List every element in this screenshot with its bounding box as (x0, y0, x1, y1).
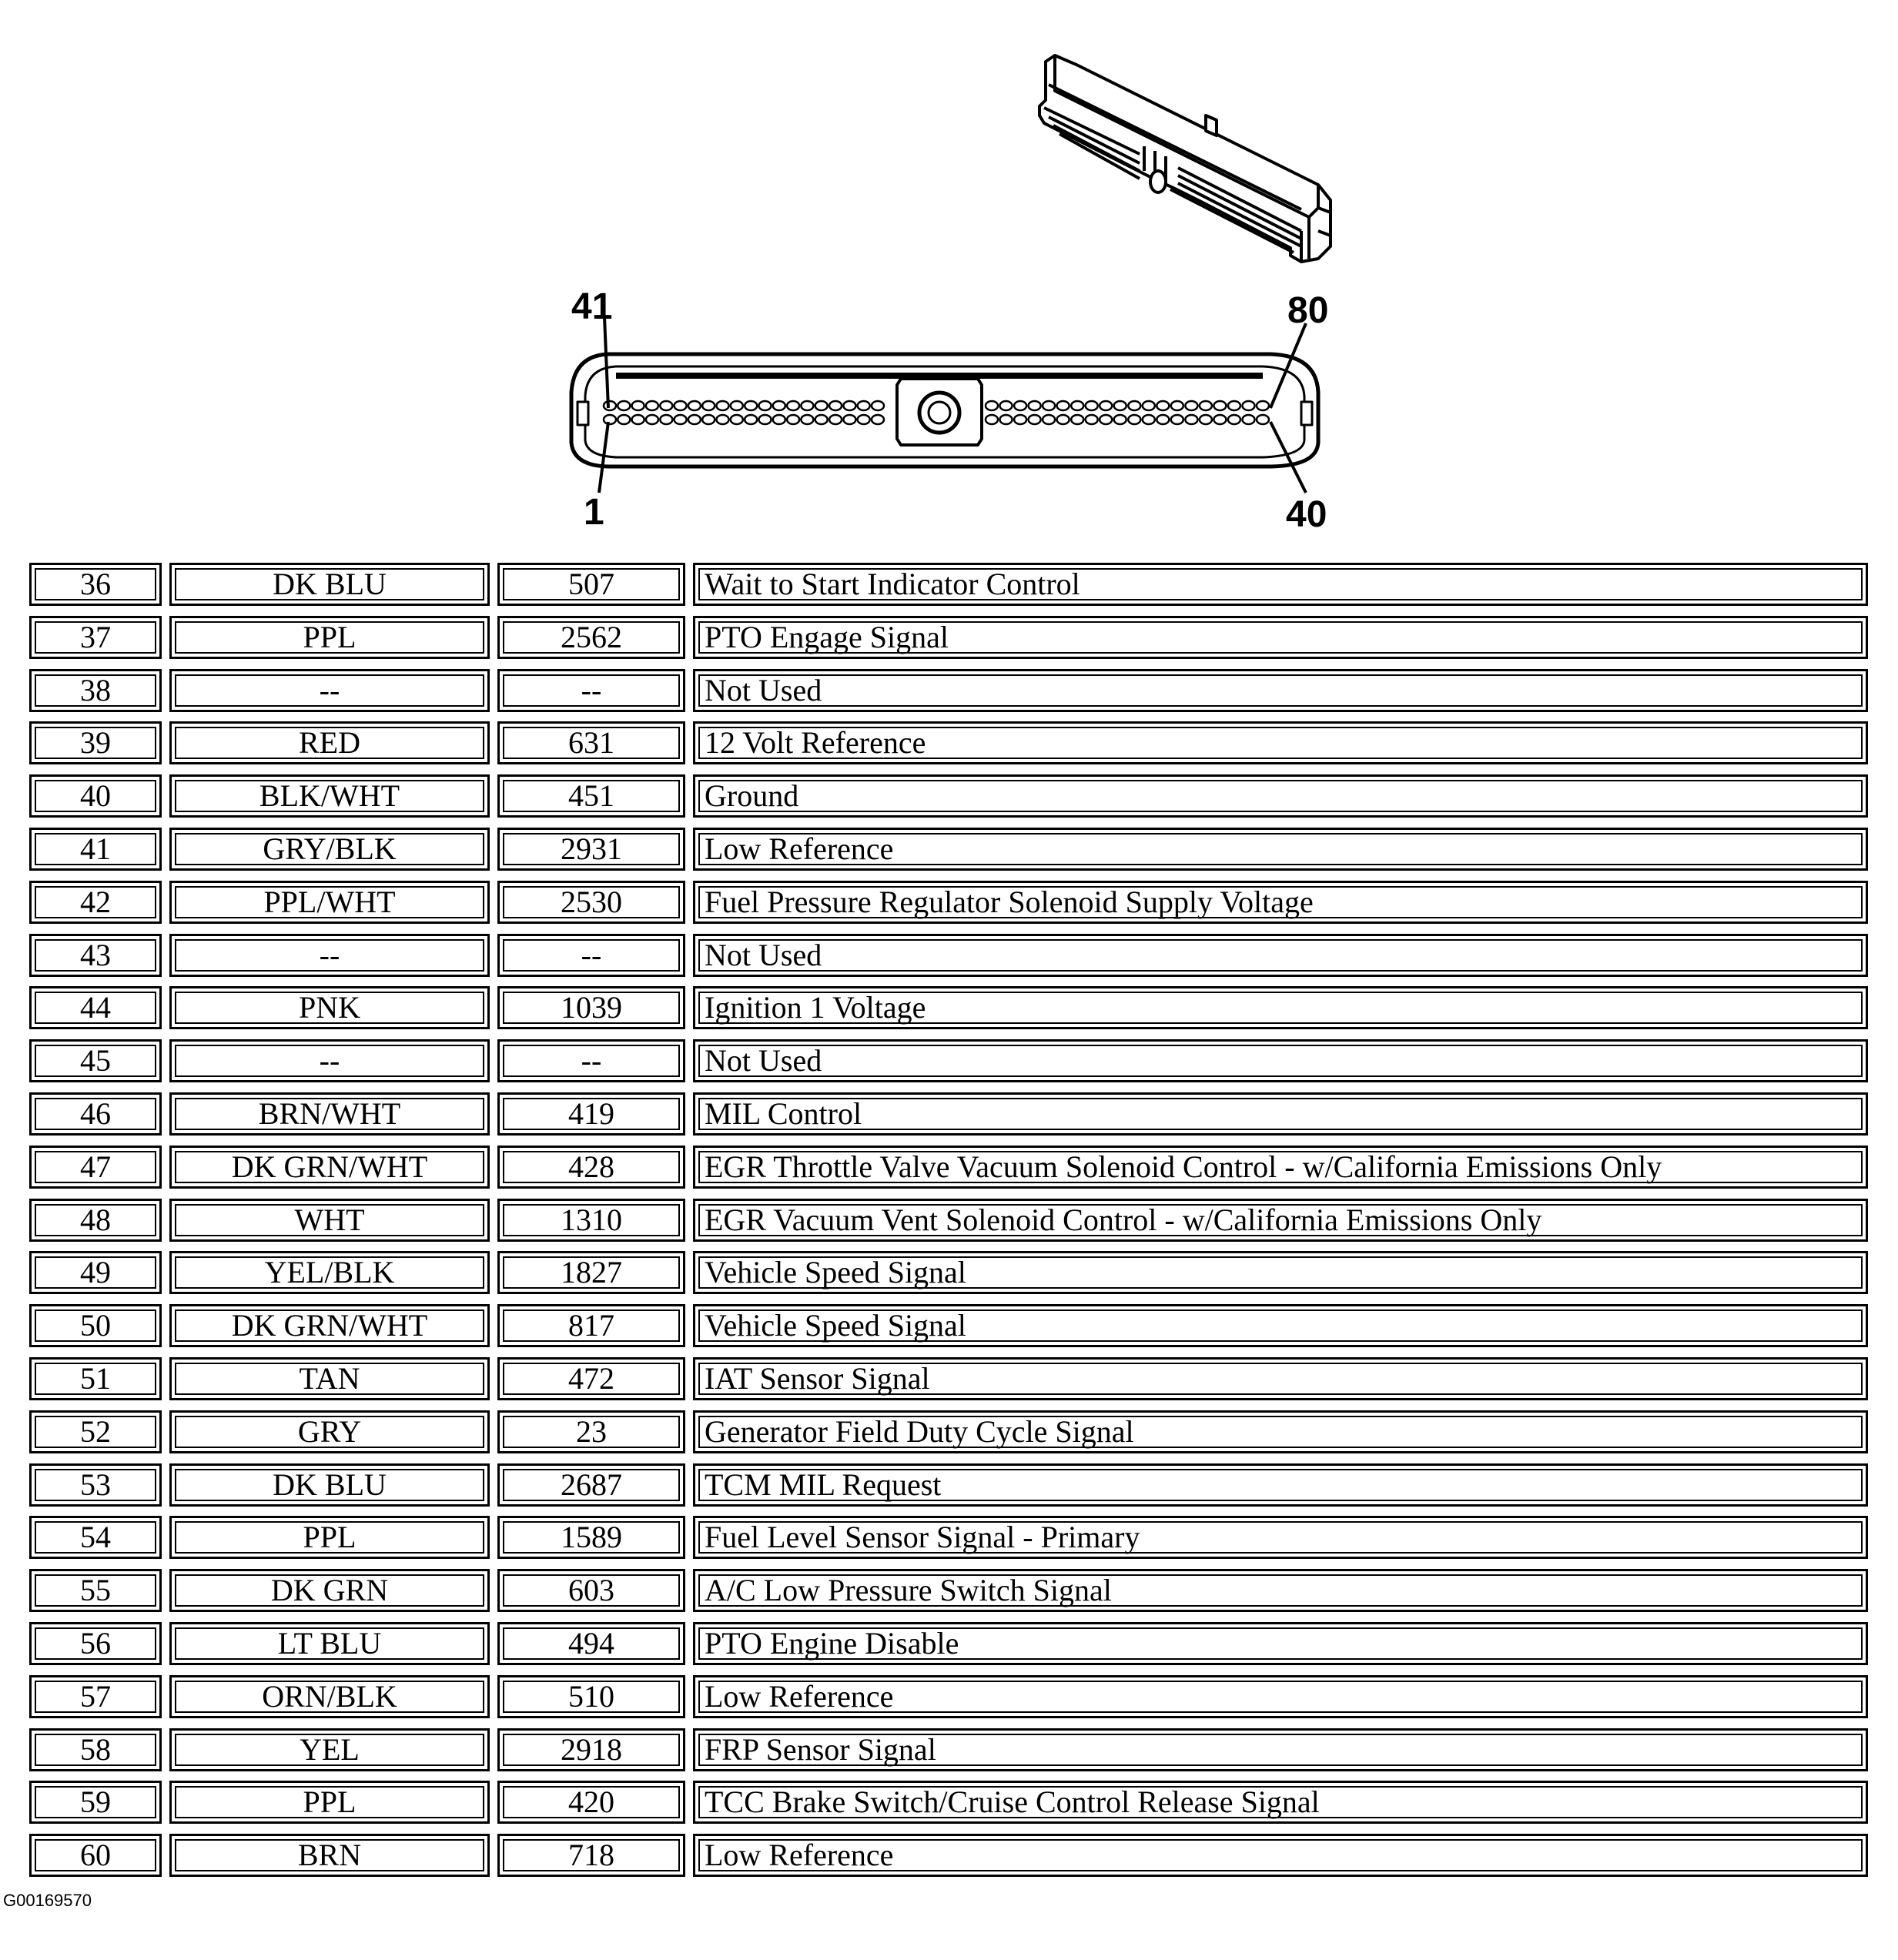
connector-pin (1228, 415, 1240, 424)
connector-pin (1043, 401, 1055, 410)
leader-line-pin-41 (604, 317, 608, 408)
circuit-cell: 1589 (497, 1516, 685, 1559)
circuit-cell: 420 (497, 1781, 685, 1824)
connector-pin (1114, 415, 1126, 424)
connector-pin (1000, 401, 1013, 410)
connector-pin (1100, 401, 1112, 410)
table-row (29, 1567, 1868, 1620)
connector-pin (675, 401, 687, 410)
connector-pin (1043, 415, 1055, 424)
wire-color-cell: DK BLU (169, 1463, 490, 1507)
table-row (29, 825, 1868, 878)
connector-pin (731, 415, 743, 424)
connector-pin (843, 415, 855, 424)
table-row (29, 984, 1868, 1037)
connector-pin (1086, 401, 1098, 410)
connector-pin (646, 415, 658, 424)
circuit-cell: -- (497, 934, 685, 977)
connector-pin (1157, 415, 1169, 424)
connector-pin (815, 415, 828, 424)
wire-color-cell: WHT (169, 1199, 490, 1242)
connector-pin (1029, 401, 1041, 410)
connector-pin (1185, 415, 1197, 424)
connector-pin (660, 401, 672, 410)
connector-pin (745, 415, 757, 424)
pin-label-40: 40 (1286, 494, 1327, 535)
pin-cell: 55 (29, 1569, 162, 1612)
connector-pin (773, 401, 785, 410)
table-row (29, 772, 1868, 825)
connector-pin (632, 415, 644, 424)
table-row (29, 1037, 1868, 1090)
table-row (29, 1673, 1868, 1726)
pin-cell: 38 (29, 669, 162, 712)
wire-color-cell: DK GRN/WHT (169, 1304, 490, 1347)
figure-id: G00169570 (3, 1891, 92, 1910)
function-cell: Generator Field Duty Cycle Signal (693, 1410, 1868, 1453)
connector-pin (1128, 401, 1140, 410)
function-cell: A/C Low Pressure Switch Signal (693, 1569, 1868, 1612)
connector-pin (646, 401, 658, 410)
pin-cell: 47 (29, 1146, 162, 1189)
connector-pin (872, 401, 884, 410)
function-cell: Fuel Level Sensor Signal - Primary (693, 1516, 1868, 1559)
pin-cell: 48 (29, 1199, 162, 1242)
pin-cell: 58 (29, 1728, 162, 1771)
pin-cell: 56 (29, 1622, 162, 1665)
connector-face-view (571, 317, 1318, 493)
table-row (29, 1302, 1868, 1355)
pin-cell: 46 (29, 1092, 162, 1136)
connector-pin (688, 415, 701, 424)
connector-pin (1014, 401, 1026, 410)
connector-pin (604, 415, 616, 424)
connector-pin (829, 401, 842, 410)
pin-cell: 52 (29, 1410, 162, 1453)
table-row (29, 719, 1868, 772)
function-cell: 12 Volt Reference (693, 721, 1868, 764)
pin-label-41: 41 (571, 286, 613, 327)
connector-pin (660, 415, 672, 424)
function-cell: PTO Engage Signal (693, 616, 1868, 659)
circuit-cell: 817 (497, 1304, 685, 1347)
connector-pin (801, 415, 813, 424)
connector-pin (1200, 401, 1212, 410)
circuit-cell: 2931 (497, 828, 685, 871)
connector-isometric-view (1039, 55, 1331, 262)
table-row (29, 667, 1868, 720)
function-cell: FRP Sensor Signal (693, 1728, 1868, 1771)
pin-cell: 37 (29, 616, 162, 659)
table-row (29, 1143, 1868, 1196)
connector-pin (1057, 401, 1070, 410)
connector-pin (1014, 415, 1026, 424)
connector-pin (618, 401, 630, 410)
pin-cell: 60 (29, 1834, 162, 1877)
connector-pin (1213, 401, 1226, 410)
connector-pin (843, 401, 855, 410)
table-row (29, 614, 1868, 667)
connector-pin (702, 401, 715, 410)
function-cell: Ignition 1 Voltage (693, 986, 1868, 1029)
table-row (29, 560, 1868, 614)
connector-pin (1157, 401, 1169, 410)
wire-color-cell: BRN (169, 1834, 490, 1877)
function-cell: TCC Brake Switch/Cruise Control Release Signal (693, 1781, 1868, 1824)
circuit-cell: 603 (497, 1569, 685, 1612)
connector-pin (1071, 401, 1083, 410)
circuit-cell: 451 (497, 774, 685, 818)
pin-cell: 54 (29, 1516, 162, 1559)
circuit-cell: -- (497, 669, 685, 712)
table-row (29, 1249, 1868, 1302)
function-cell: Vehicle Speed Signal (693, 1304, 1868, 1347)
pin-label-80: 80 (1287, 290, 1329, 331)
circuit-cell: 2562 (497, 616, 685, 659)
connector-pin (801, 401, 813, 410)
connector-pin (815, 401, 828, 410)
connector-pin (858, 401, 870, 410)
connector-illustration (0, 0, 1898, 554)
function-cell: Ground (693, 774, 1868, 818)
circuit-cell: 507 (497, 563, 685, 606)
circuit-cell: 23 (497, 1410, 685, 1453)
function-cell: IAT Sensor Signal (693, 1357, 1868, 1400)
table-row (29, 1355, 1868, 1408)
pin-cell: 50 (29, 1304, 162, 1347)
pin-cell: 45 (29, 1039, 162, 1082)
connector-pin (787, 401, 799, 410)
wire-color-cell: -- (169, 669, 490, 712)
pin-cell: 41 (29, 828, 162, 871)
connector-pin (688, 401, 701, 410)
circuit-cell: 2918 (497, 1728, 685, 1771)
wire-color-cell: -- (169, 934, 490, 977)
table-row (29, 1620, 1868, 1673)
connector-pin (632, 401, 644, 410)
function-cell: Vehicle Speed Signal (693, 1251, 1868, 1294)
connector-pin (986, 415, 998, 424)
wire-color-cell: DK GRN/WHT (169, 1146, 490, 1189)
pin-cell: 36 (29, 563, 162, 606)
table-row (29, 1408, 1868, 1461)
pin-cell: 57 (29, 1675, 162, 1718)
circuit-cell: 2687 (497, 1463, 685, 1507)
function-cell: Wait to Start Indicator Control (693, 563, 1868, 606)
pin-label-1: 1 (584, 492, 604, 533)
table-row (29, 1726, 1868, 1779)
wire-color-cell: DK GRN (169, 1569, 490, 1612)
connector-pin (759, 415, 772, 424)
function-cell: Not Used (693, 934, 1868, 977)
function-cell: Not Used (693, 1039, 1868, 1082)
circuit-cell: 1310 (497, 1199, 685, 1242)
connector-pin (1257, 401, 1269, 410)
wire-color-cell: PNK (169, 986, 490, 1029)
connector-pin (1128, 415, 1140, 424)
connector-pin (1200, 415, 1212, 424)
connector-pin (858, 415, 870, 424)
pin-cell: 59 (29, 1781, 162, 1824)
pin-cell: 51 (29, 1357, 162, 1400)
table-row (29, 1513, 1868, 1567)
wire-color-cell: YEL/BLK (169, 1251, 490, 1294)
wire-color-cell: BLK/WHT (169, 774, 490, 818)
connector-pin (1213, 415, 1226, 424)
function-cell: EGR Throttle Valve Vacuum Solenoid Control - w/California Emissions Only (693, 1146, 1868, 1189)
connector-pin (1071, 415, 1083, 424)
connector-pin (1257, 415, 1269, 424)
connector-pin (1171, 401, 1183, 410)
connector-pin (1057, 415, 1070, 424)
wire-color-cell: PPL (169, 1781, 490, 1824)
connector-pin (773, 415, 785, 424)
function-cell: EGR Vacuum Vent Solenoid Control - w/California Emissions Only (693, 1199, 1868, 1242)
wire-color-cell: YEL (169, 1728, 490, 1771)
connector-pin (1143, 415, 1155, 424)
connector-pin (1029, 415, 1041, 424)
wire-color-cell: PPL (169, 616, 490, 659)
table-row (29, 1196, 1868, 1249)
pin-cell: 53 (29, 1463, 162, 1507)
connector-pin (717, 415, 729, 424)
connector-pin (759, 401, 772, 410)
pinout-table (29, 560, 1868, 1885)
circuit-cell: 510 (497, 1675, 685, 1718)
connector-pin (675, 415, 687, 424)
table-row (29, 878, 1868, 932)
circuit-cell: 2530 (497, 881, 685, 924)
connector-pin (1228, 401, 1240, 410)
circuit-cell: 419 (497, 1092, 685, 1136)
wire-color-cell: ORN/BLK (169, 1675, 490, 1718)
connector-pin (872, 415, 884, 424)
connector-pin (1243, 415, 1255, 424)
circuit-cell: -- (497, 1039, 685, 1082)
table-row (29, 1090, 1868, 1143)
pin-cell: 40 (29, 774, 162, 818)
function-cell: Low Reference (693, 1834, 1868, 1877)
circuit-cell: 631 (497, 721, 685, 764)
table-row (29, 1461, 1868, 1514)
wire-color-cell: DK BLU (169, 563, 490, 606)
wire-color-cell: TAN (169, 1357, 490, 1400)
pin-cell: 43 (29, 934, 162, 977)
connector-pin (731, 401, 743, 410)
circuit-cell: 472 (497, 1357, 685, 1400)
connector-pin (702, 415, 715, 424)
pin-cell: 49 (29, 1251, 162, 1294)
function-cell: Not Used (693, 669, 1868, 712)
connector-pin (745, 401, 757, 410)
function-cell: Low Reference (693, 1675, 1868, 1718)
circuit-cell: 1039 (497, 986, 685, 1029)
connector-pin (787, 415, 799, 424)
pin-cell: 39 (29, 721, 162, 764)
connector-pin (1185, 401, 1197, 410)
wire-color-cell: -- (169, 1039, 490, 1082)
table-row (29, 1831, 1868, 1885)
connector-pin (1114, 401, 1126, 410)
wire-color-cell: BRN/WHT (169, 1092, 490, 1136)
function-cell: Fuel Pressure Regulator Solenoid Supply Voltage (693, 881, 1868, 924)
wire-color-cell: PPL/WHT (169, 881, 490, 924)
circuit-cell: 718 (497, 1834, 685, 1877)
connector-pin (1171, 415, 1183, 424)
connector-pin (1143, 401, 1155, 410)
connector-pin (1243, 401, 1255, 410)
connector-pin (717, 401, 729, 410)
wire-color-cell: LT BLU (169, 1622, 490, 1665)
circuit-cell: 494 (497, 1622, 685, 1665)
connector-pin (1000, 415, 1013, 424)
function-cell: MIL Control (693, 1092, 1868, 1136)
table-row (29, 932, 1868, 985)
connector-pin (986, 401, 998, 410)
pin-cell: 42 (29, 881, 162, 924)
leader-line-pin-80 (1270, 323, 1306, 408)
connector-pin (604, 401, 616, 410)
wire-color-cell: PPL (169, 1516, 490, 1559)
wire-color-cell: GRY/BLK (169, 828, 490, 871)
connector-pin (829, 415, 842, 424)
function-cell: Low Reference (693, 828, 1868, 871)
function-cell: PTO Engine Disable (693, 1622, 1868, 1665)
function-cell: TCM MIL Request (693, 1463, 1868, 1507)
circuit-cell: 428 (497, 1146, 685, 1189)
circuit-cell: 1827 (497, 1251, 685, 1294)
wire-color-cell: RED (169, 721, 490, 764)
pin-cell: 44 (29, 986, 162, 1029)
table-row (29, 1778, 1868, 1831)
connector-pin (618, 415, 630, 424)
wire-color-cell: GRY (169, 1410, 490, 1453)
connector-pin (1086, 415, 1098, 424)
connector-pin (1100, 415, 1112, 424)
